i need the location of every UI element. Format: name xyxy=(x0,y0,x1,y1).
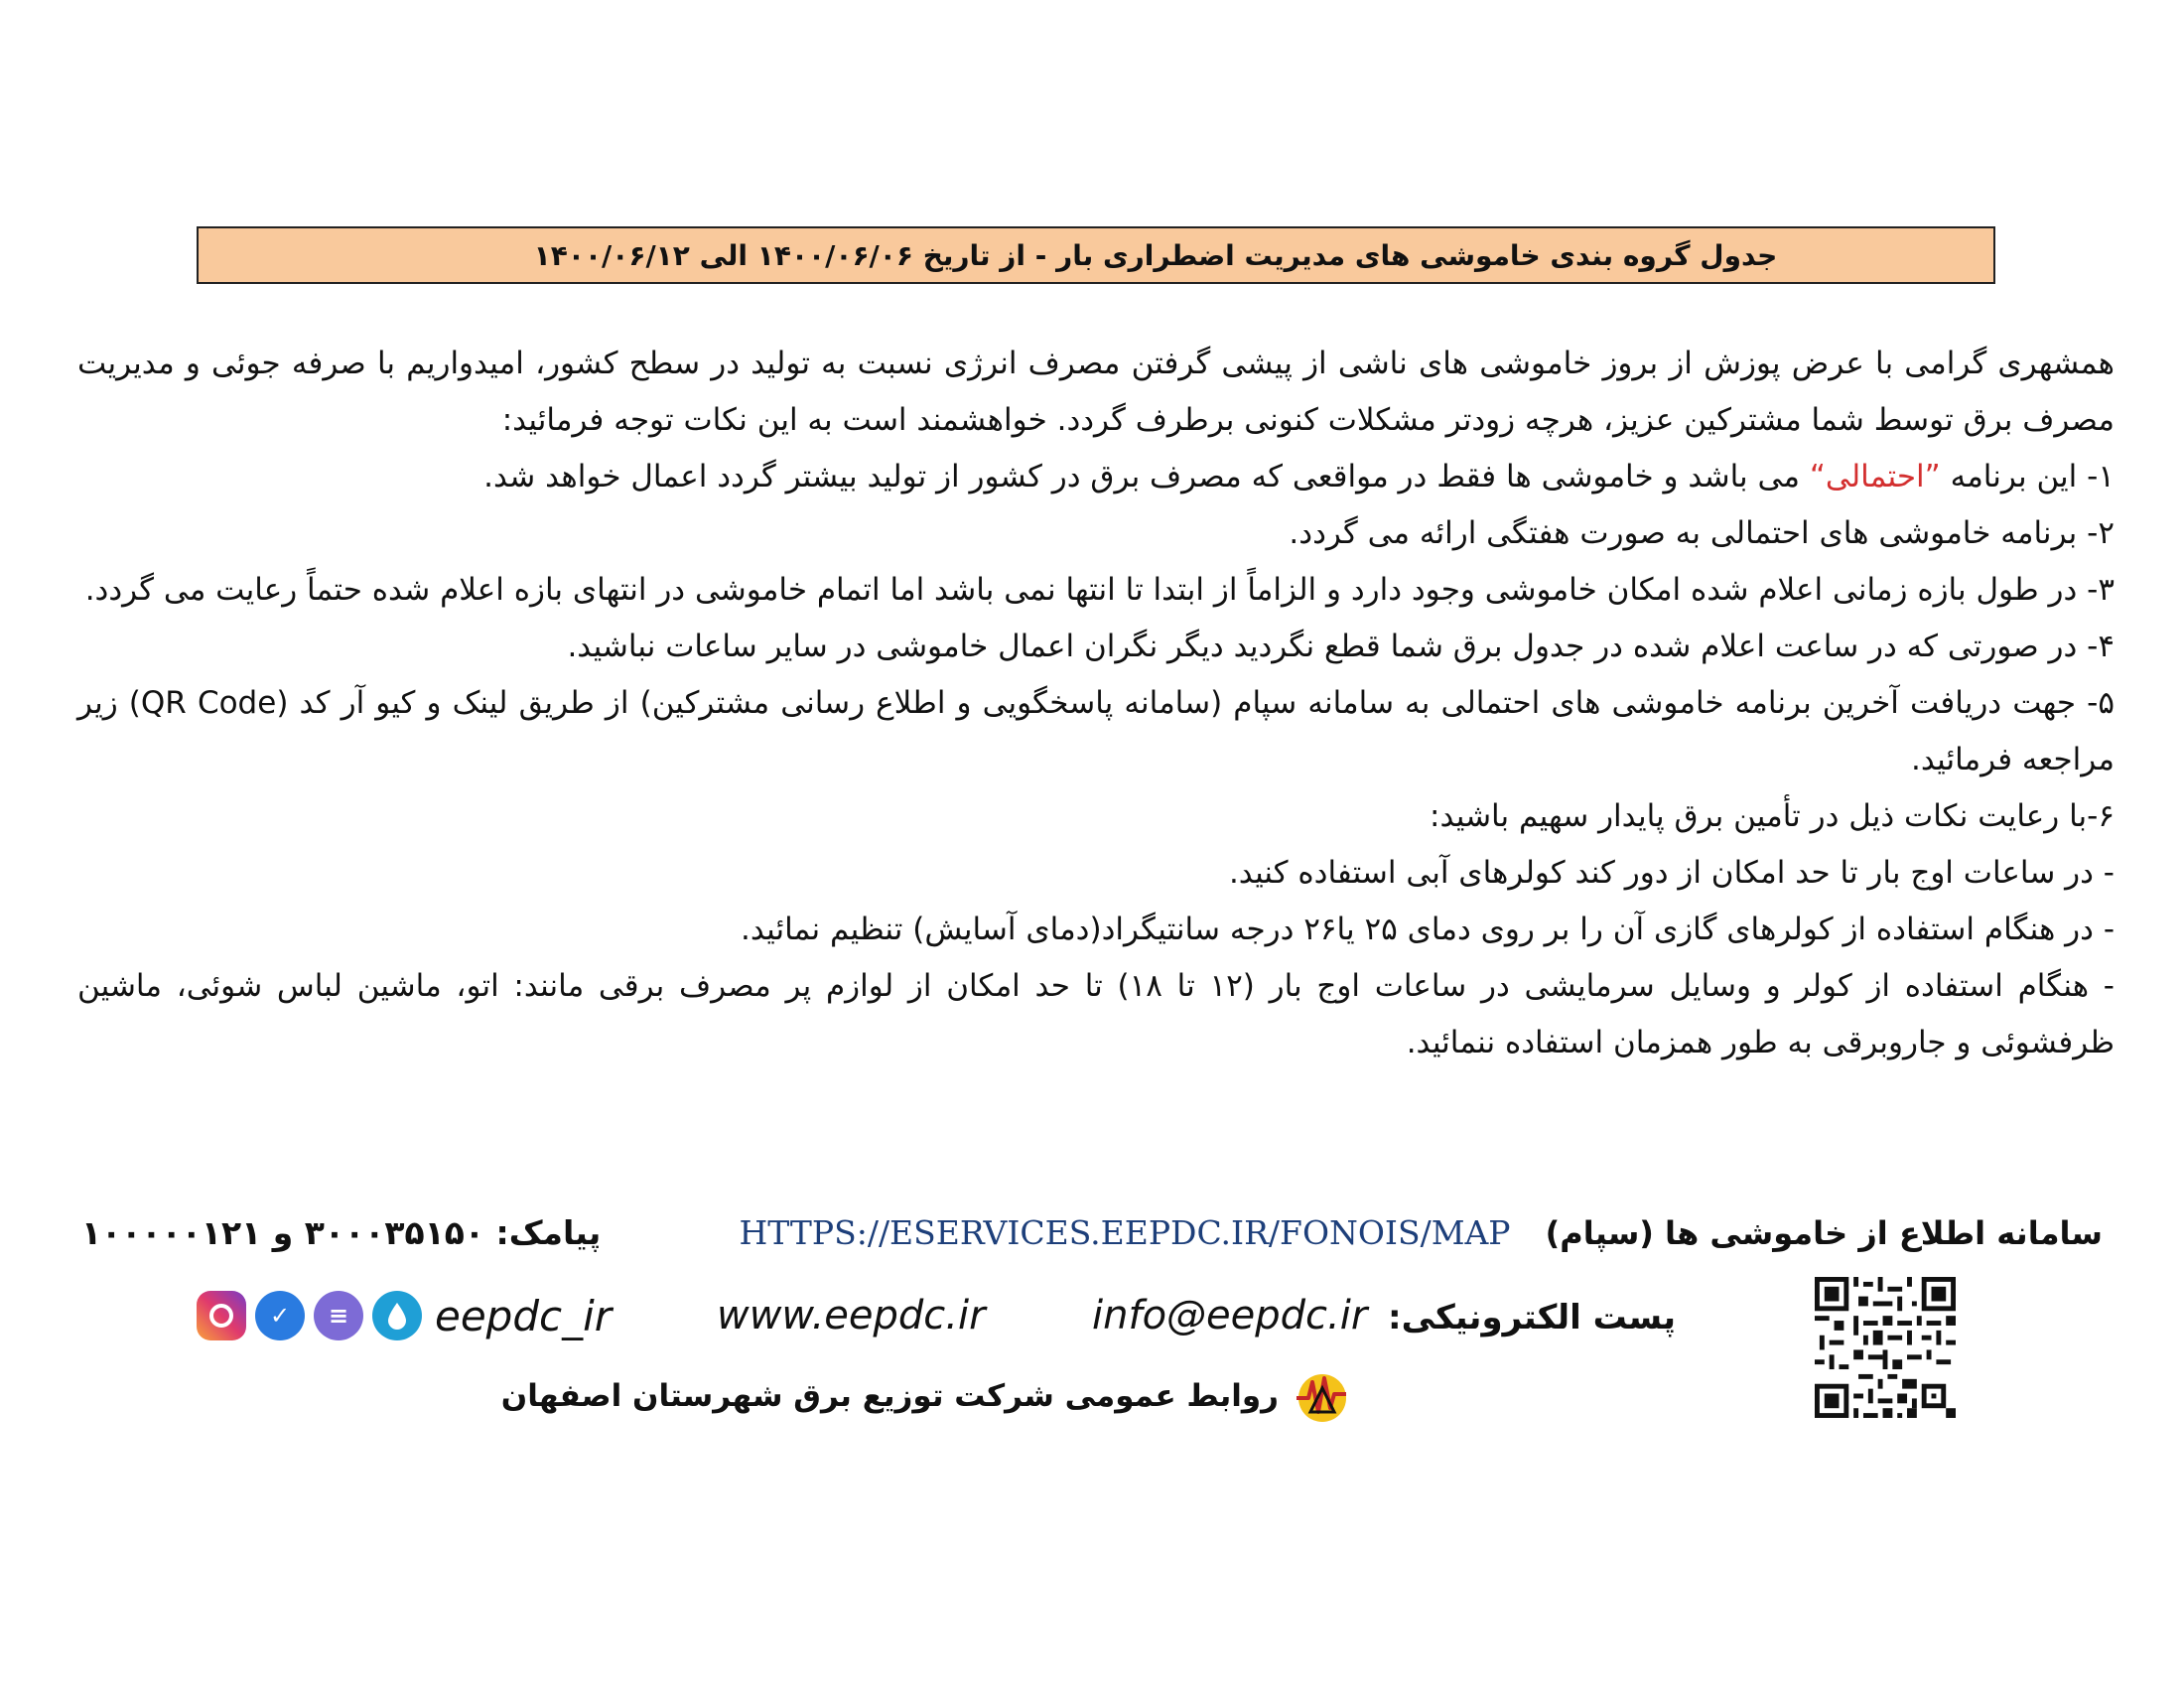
point-1-start: ۱- این برنامه xyxy=(1940,459,2115,494)
outage-system-link[interactable]: HTTPS://ESERVICES.EEPDC.IR/FONOIS/MAP xyxy=(739,1213,1511,1252)
point-6: ۶-با رعایت نکات ذیل در تأمین برق پایدار سهیم باشید: xyxy=(1430,798,2115,834)
point-2: ۲- برنامه خاموشی های احتمالی به صورت هفتگی ارائه می گردد. xyxy=(1289,515,2115,551)
qr-code-icon[interactable] xyxy=(1815,1277,1956,1418)
email-label: پست الکترونیکی: xyxy=(1388,1298,1676,1337)
page-title: جدول گروه بندی خاموشی های مدیریت اضطراری بار - از تاریخ ۱۴۰۰/۰۶/۰۶ الی ۱۴۰۰/۰۶/۱۲ xyxy=(533,238,1778,272)
org-logo-icon xyxy=(1291,1368,1350,1424)
probable-highlight: ”احتمالی“ xyxy=(1809,459,1941,494)
point-4: ۴- در صورتی که در ساعت اعلام شده در جدول برق شما قطع نگردید دیگر نگران اعمال خاموشی در سایر ساعات نباشید. xyxy=(567,629,2115,664)
drop-glyph xyxy=(384,1301,410,1331)
instagram-icon[interactable] xyxy=(197,1291,246,1340)
outage-system-label: سامانه اطلاع از خاموشی ها (سپام) xyxy=(1545,1214,2103,1252)
sms-numbers: پیامک: ۳۰۰۰۳۵۱۵۰ و ۱۰۰۰۰۰۱۲۱ xyxy=(81,1213,602,1252)
point-5: ۵- جهت دریافت آخرین برنامه خاموشی های احتمالی به سامانه سپام (سامانه پاسخگویی و اطلاع رسانی مشترکین) از طریق لینک و کیو آر کد (QR Code) زیر مراجعه فرمائید. xyxy=(77,685,2116,777)
notice-body xyxy=(77,336,2115,1071)
email-address[interactable]: info@eepdc.ir xyxy=(1092,1293,1368,1338)
email-line xyxy=(1092,1293,1676,1338)
outage-system-line xyxy=(739,1213,2103,1252)
social-handle[interactable]: eepdc_ir xyxy=(435,1291,613,1340)
tip-1: - در ساعات اوج بار تا حد امکان از دور کند کولرهای آبی استفاده کنید. xyxy=(1228,855,2115,891)
point-1 xyxy=(77,449,2115,505)
intro-paragraph: همشهری گرامی با عرض پوزش از بروز خاموشی های ناشی از پیشی گرفتن مصرف انرژی نسبت به تولید در سطح کشور، امیدواریم با صرفه جوئی و مدیریت مصرف برق توسط شما مشترکین عزیز، هرچه زودتر مشکلات کنونی برطرف گردد. خواهشمند است به این نکات توجه فرمائید: xyxy=(77,346,2115,438)
org-line xyxy=(501,1368,1350,1424)
tip-3: - هنگام استفاده از کولر و وسایل سرمایشی در ساعات اوج بار (۱۲ تا ۱۸) تا حد امکان از لوازم پر مصرف برقی مانند: اتو، ماشین لباس شوئی، ماشین ظرفشوئی و جاروبرقی به طور همزمان استفاده ننمائید. xyxy=(77,968,2115,1060)
title-banner xyxy=(197,226,1995,284)
check-badge-icon[interactable]: ✓ xyxy=(255,1291,305,1340)
qr-modules xyxy=(1815,1277,1956,1418)
point-1-end: می باشد و خاموشی ها فقط در مواقعی که مصرف برق در کشور از تولید بیشتر گردد اعمال خواهد شد. xyxy=(483,459,1810,494)
website-link[interactable]: www.eepdc.ir xyxy=(717,1293,986,1338)
org-name: روابط عمومی شرکت توزیع برق شهرستان اصفهان xyxy=(500,1378,1279,1414)
chat-icon[interactable]: ≡ xyxy=(314,1291,363,1340)
point-3: ۳- در طول بازه زمانی اعلام شده امکان خاموشی وجود دارد و الزاماً از ابتدا تا انتها نمی باشد اما اتمام خاموشی در انتهای بازه اعلام شده حتماً رعایت می گردد. xyxy=(84,572,2115,608)
social-row xyxy=(197,1291,612,1340)
drop-icon[interactable] xyxy=(372,1291,422,1340)
tip-2: - در هنگام استفاده از کولرهای گازی آن را بر روی دمای ۲۵ یا۲۶ درجه سانتیگراد(دمای آسایش) تنظیم نمائید. xyxy=(741,912,2115,947)
